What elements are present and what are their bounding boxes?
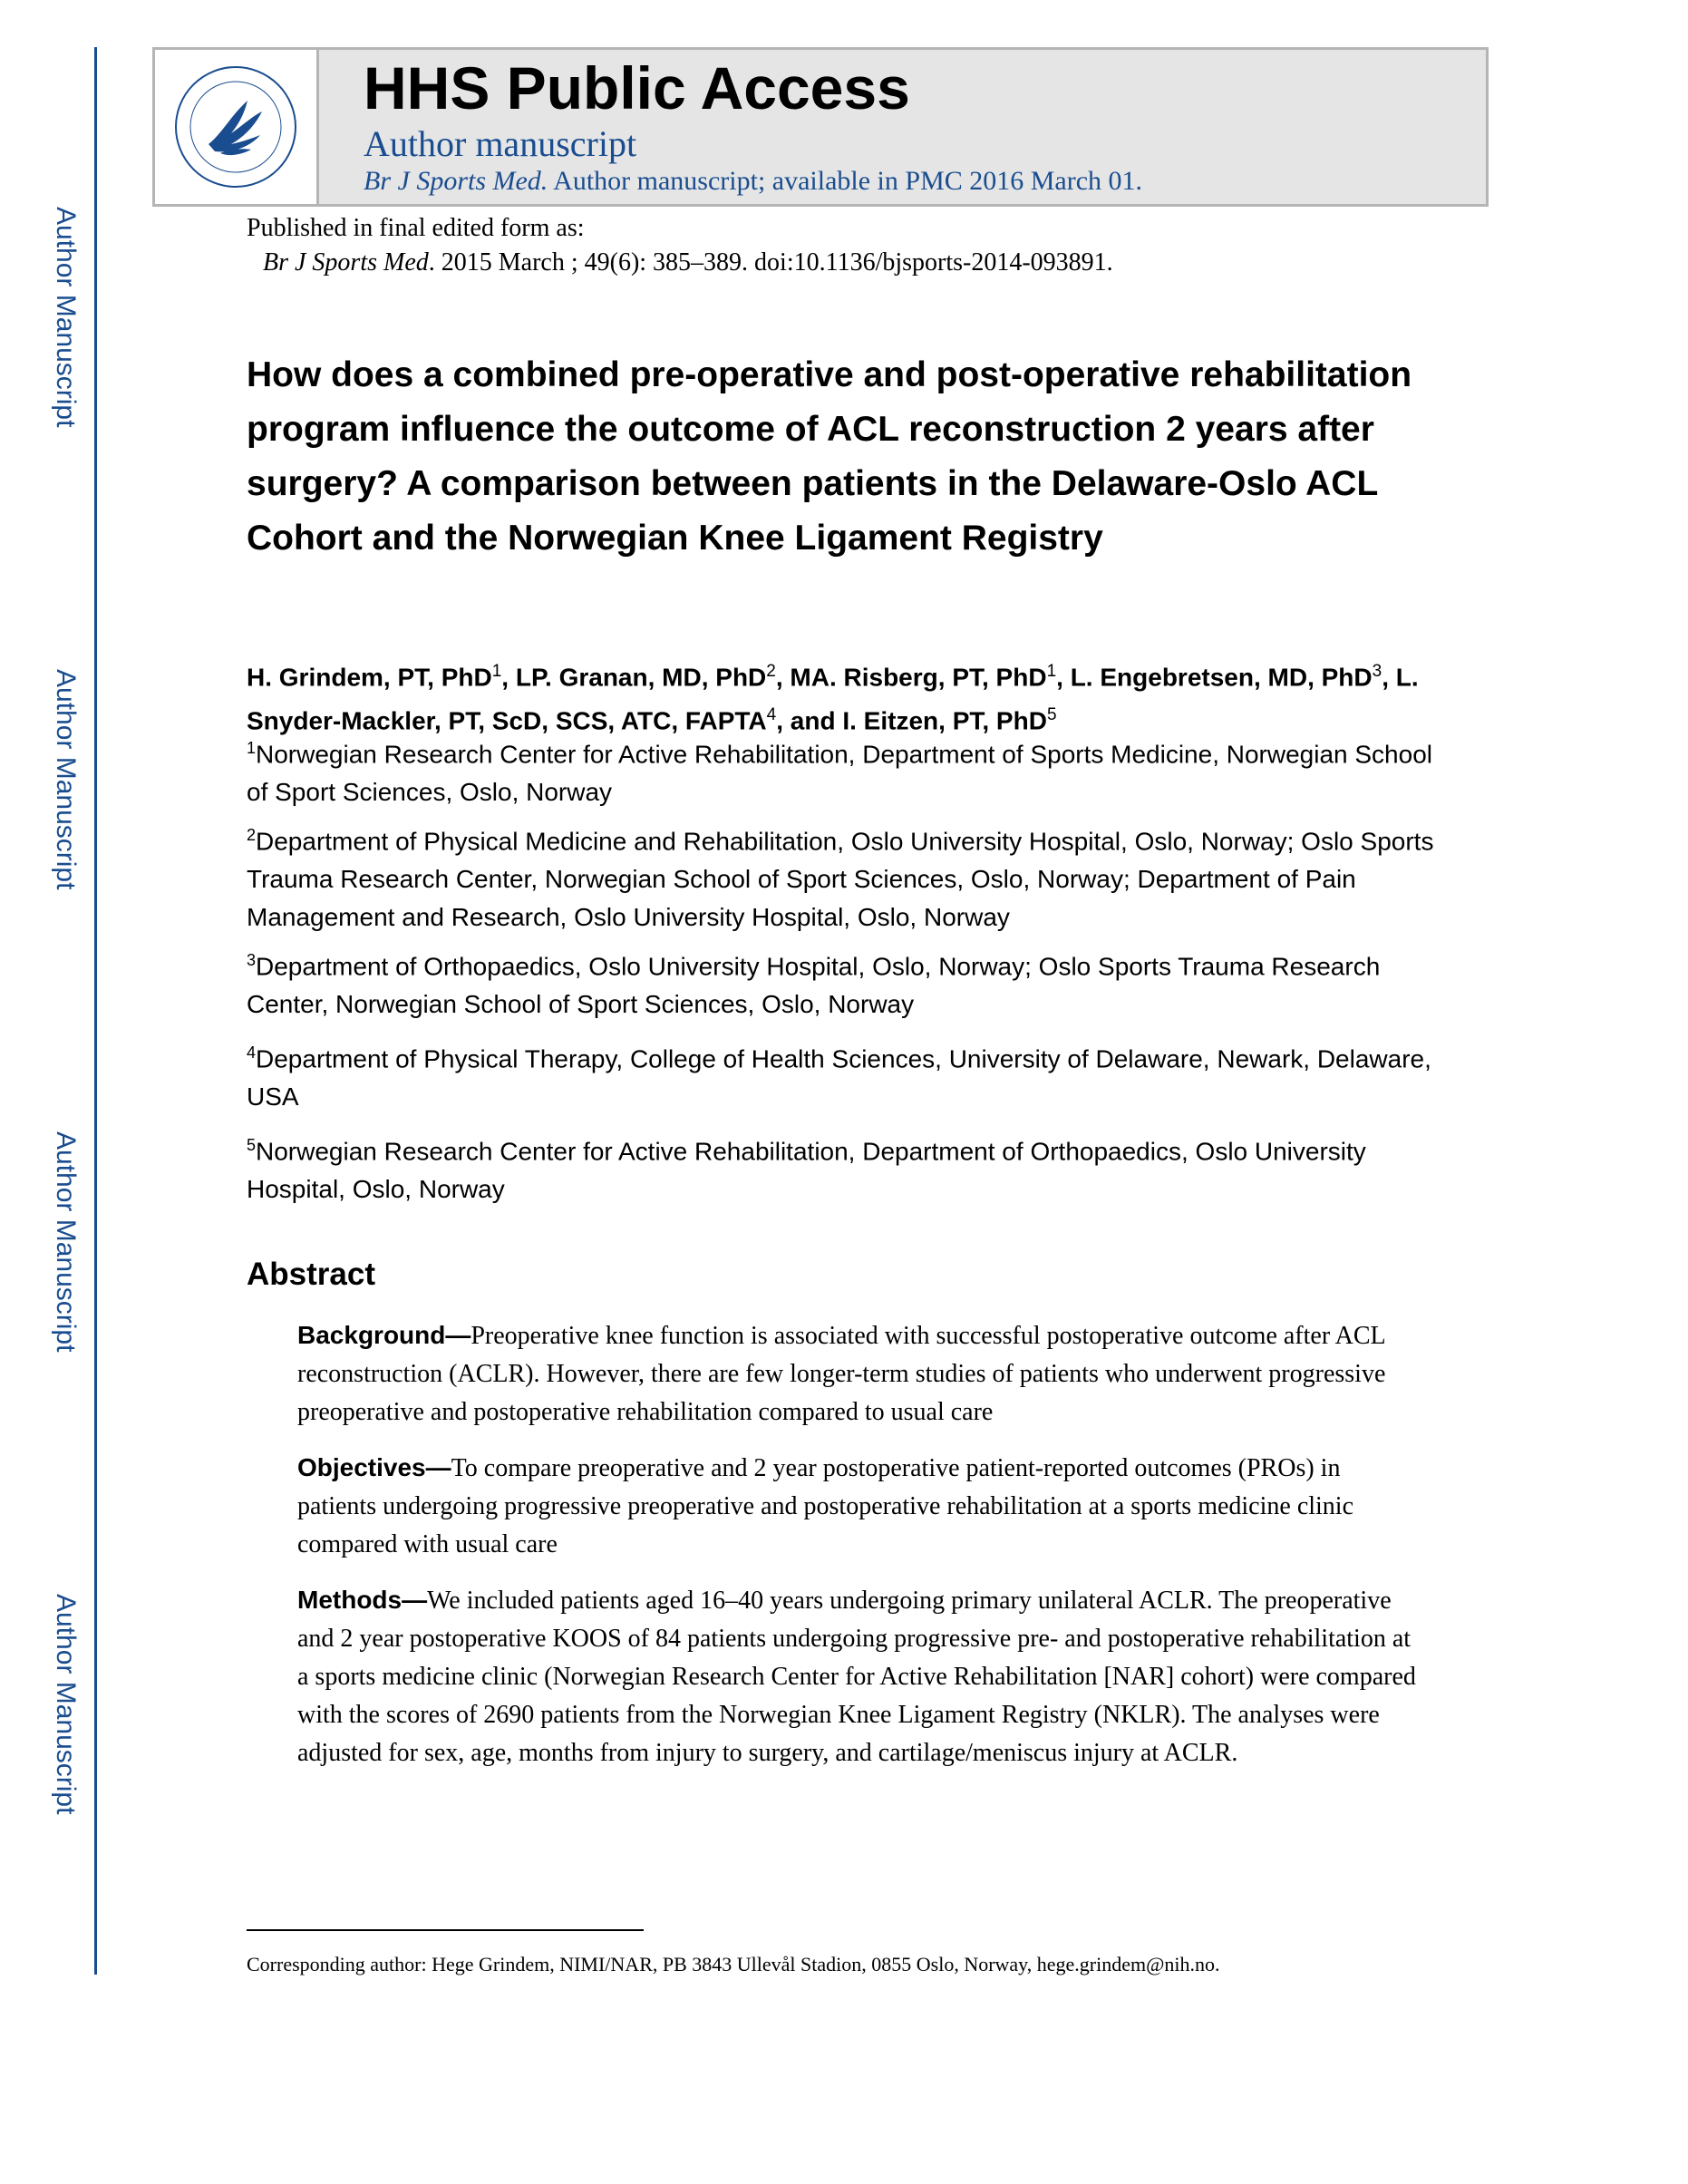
side-label-author-manuscript: Author Manuscript [51, 669, 81, 890]
side-label-author-manuscript: Author Manuscript [51, 1594, 81, 1815]
hhs-banner [152, 47, 1489, 207]
affiliation: $^3$Department of Orthopaedics, Oslo University Hospital, Oslo, Norway; Oslo Sports Trauma Research Center, Norwegian School of Sport Sciences, Oslo, Norway [247, 951, 1381, 1019]
affiliation: $^4$Department of Physical Therapy, College of Health Sciences, University of Delaware, Newark, Delaware, USA [247, 1043, 1431, 1111]
abstract-objectives: Objectives—To compare preoperative and 2 year postoperative patient-reported outcomes (PROs) in patients undergoing progressive preoperative and postoperative rehabilitation at a sports medicine clinic compared with usual care [297, 1453, 1354, 1558]
banner-title: HHS Public Access [364, 54, 910, 121]
abstract-methods: Methods—We included patients aged 16–40 years undergoing primary unilateral ACLR. The preoperative and 2 year postoperative KOOS of 84 patients undergoing progressive pre- and postoperative rehabilitation at a sports medicine clinic (Norwegian Research Center for Active Rehabilitation [NAR] cohort) were compared with the scores of 2690 patients from the Norwegian Knee Ligament Registry (NKLR). The analyses were adjusted for sex, age, months from injury to surgery, and cartilage/meniscus injury at ACLR. [297, 1586, 1416, 1767]
article-title: How does a combined pre-operative and post-operative rehabilitation program influence the outcome of ACL reconstruction 2 years after surgery? A comparison between patients in the Delaware-Oslo ACL Cohort and the Norwegian Knee Ligament Registry [247, 355, 1412, 558]
footnote-rule [247, 1929, 644, 1931]
abstract-background: Background—Preoperative knee function is associated with successful postoperative outcome after ACL reconstruction (ACLR). However, there are few longer-term studies of patients who underwent progressive preoperative and postoperative rehabilitation compared to usual care [297, 1321, 1386, 1426]
banner-subtitle: Author manuscript [364, 123, 637, 164]
affiliation: $^1$Norwegian Research Center for Active Rehabilitation, Department of Sports Medicine, Norwegian School of Sport Sciences, Oslo, Norway [247, 739, 1432, 807]
abstract-heading: Abstract [247, 1257, 375, 1292]
published-label: Published in final edited form as: [247, 214, 585, 242]
side-rule [94, 47, 97, 1975]
hhs-eagle-icon [168, 61, 304, 193]
affiliation: $^2$Department of Physical Medicine and Rehabilitation, Oslo University Hospital, Oslo, Norway; Oslo Sports Trauma Research Center, Norwegian School of Sport Sciences, Oslo, Norway; Department of Pain Management and Research, Oslo University Hospital, Oslo, Norway [247, 826, 1434, 932]
side-label-author-manuscript: Author Manuscript [51, 207, 81, 428]
citation: Br J Sports Med. 2015 March ; 49(6): 385–389. doi:10.1136/bjsports-2014-093891. [263, 248, 1113, 277]
corresponding-author: Corresponding author: Hege Grindem, NIMI/NAR, PB 3843 Ullevål Stadion, 0855 Oslo, Norway, hege.grindem@nih.no. [247, 1953, 1220, 1975]
author-list: H. Grindem, PT, PhD$^1$, LP. Granan, MD, PhD$^2$, MA. Risberg, PT, PhD$^1$, L. Engebretsen, MD, PhD$^3$, L. Snyder-Mackler, PT, ScD, SCS, ATC, FAPTA$^4$, and I. Eitzen, PT, PhD$^5$ [247, 662, 1419, 735]
banner-availability: Br J Sports Med. Author manuscript; available in PMC 2016 March 01. [364, 166, 1143, 196]
side-label-author-manuscript: Author Manuscript [51, 1131, 81, 1353]
hhs-logo [155, 50, 319, 204]
affiliation: $^5$Norwegian Research Center for Active Rehabilitation, Department of Orthopaedics, Oslo University Hospital, Oslo, Norway [247, 1136, 1366, 1204]
